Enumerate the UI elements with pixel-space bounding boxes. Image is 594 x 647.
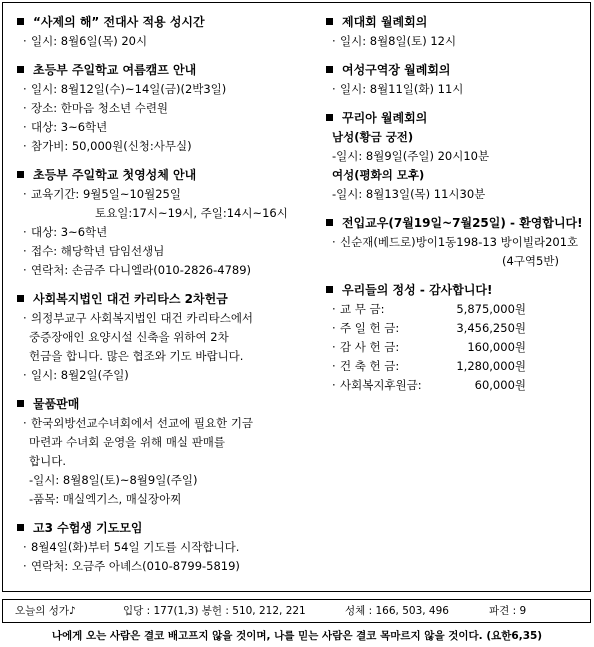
section-line xyxy=(17,557,313,576)
dismissal-hymn: 파견 : 9 xyxy=(489,605,527,617)
section-line xyxy=(17,118,313,137)
section-line-text: -일시: 8월9일(주일) 20시10분 xyxy=(332,149,490,163)
section-line-text: 남성(황금 궁전) xyxy=(332,130,414,144)
square-bullet-icon xyxy=(326,66,333,73)
dot-bullet-icon: · xyxy=(23,82,27,96)
announcement-section xyxy=(326,61,592,99)
dot-bullet-icon: · xyxy=(23,263,27,277)
section-line xyxy=(326,32,592,51)
offering-label: 교 무 금: xyxy=(340,302,385,316)
section-line xyxy=(17,137,313,156)
section-title-text: 물품판매 xyxy=(33,397,80,411)
section-line-text: 일시: 8월6일(목) 20시 xyxy=(31,34,148,48)
section-line-text: 의정부교구 사회복지법인 대건 카리타스에서 xyxy=(31,311,254,325)
announcement-section xyxy=(17,61,313,156)
section-line xyxy=(17,347,313,366)
offerings-section xyxy=(326,281,592,395)
announcement-section xyxy=(326,109,592,204)
dot-bullet-icon: · xyxy=(332,34,336,48)
section-line-text: 신순재(베드로)방이1동198-13 방이빌라201호 xyxy=(340,235,579,249)
section-line xyxy=(17,414,313,433)
section-line-text: -일시: 8월8일(토)~8월9일(주일) xyxy=(29,473,198,487)
offerings-title: 우리들의 정성 - 감사합니다! xyxy=(342,283,493,297)
section-line-text: 한국외방선교수녀회에서 선교에 필요한 기금 xyxy=(31,416,254,430)
section-line xyxy=(326,147,592,166)
entrance-offertory-hymns: 입당 : 177(1,3) 봉헌 : 510, 212, 221 xyxy=(123,605,306,617)
section-title xyxy=(326,109,592,128)
right-column xyxy=(326,13,592,405)
announcement-section xyxy=(17,395,313,509)
section-title xyxy=(17,166,313,185)
dot-bullet-icon: · xyxy=(23,120,27,134)
offering-row xyxy=(326,319,592,338)
section-line-text: 합니다. xyxy=(29,454,66,468)
section-line-text: 헌금을 합니다. 많은 협조와 기도 바랍니다. xyxy=(29,349,244,363)
section-line xyxy=(17,204,313,223)
hymn-label: 오늘의 성가♪ xyxy=(15,605,76,617)
announcement-section xyxy=(326,13,592,51)
section-title-text: 초등부 주일학교 여름캠프 안내 xyxy=(33,63,197,77)
square-bullet-icon xyxy=(17,400,24,407)
announcement-section xyxy=(17,13,313,51)
section-line xyxy=(326,233,592,252)
section-line-text: 여성(평화의 모후) xyxy=(332,168,425,182)
section-line xyxy=(326,128,592,147)
section-line xyxy=(17,538,313,557)
offering-row xyxy=(326,376,592,395)
section-line xyxy=(17,99,313,118)
section-line xyxy=(17,452,313,471)
dot-bullet-icon: · xyxy=(23,244,27,258)
square-bullet-icon xyxy=(17,171,24,178)
section-line-text: 대상: 3~6학년 xyxy=(31,225,108,239)
offering-label: 감 사 헌 금: xyxy=(340,340,400,354)
offering-label: 건 축 헌 금: xyxy=(340,359,400,373)
section-title xyxy=(17,290,313,309)
section-title-text: 사회복지법인 대건 카리타스 2차헌금 xyxy=(33,292,228,306)
section-line xyxy=(17,366,313,385)
left-column xyxy=(17,13,313,586)
section-line xyxy=(17,185,313,204)
section-line xyxy=(17,261,313,280)
offering-label: 주 일 헌 금: xyxy=(340,321,400,335)
section-line-text: 일시: 8월11일(화) 11시 xyxy=(340,82,464,96)
hymn-numbers-bar xyxy=(2,599,591,623)
dot-bullet-icon: · xyxy=(23,101,27,115)
square-bullet-icon xyxy=(17,66,24,73)
square-bullet-icon xyxy=(326,18,333,25)
section-line xyxy=(326,166,592,185)
offering-amount: 3,456,250원 xyxy=(456,321,526,335)
section-line-text: 일시: 8월2일(주일) xyxy=(31,368,129,382)
announcement-section xyxy=(326,214,592,271)
offering-row xyxy=(326,357,592,376)
offering-row xyxy=(326,300,592,319)
section-line-text: (4구역5반) xyxy=(502,254,559,268)
square-bullet-icon xyxy=(17,295,24,302)
section-title-text: 꾸리아 월례회의 xyxy=(342,111,428,125)
bulletin-announcements-box xyxy=(2,2,591,592)
dot-bullet-icon: · xyxy=(332,340,336,354)
dot-bullet-icon: · xyxy=(23,225,27,239)
dot-bullet-icon: · xyxy=(332,359,336,373)
section-line xyxy=(17,490,313,509)
section-title xyxy=(326,61,592,80)
section-line-text: -품목: 매실엑기스, 매실장아찌 xyxy=(29,492,182,506)
section-title-text: 제대회 월례회의 xyxy=(342,15,428,29)
section-title xyxy=(17,61,313,80)
dot-bullet-icon: · xyxy=(23,540,27,554)
section-line-text: 토요일:17시~19시, 주일:14시~16시 xyxy=(95,206,288,220)
section-line xyxy=(17,242,313,261)
section-line xyxy=(326,80,592,99)
section-line-text: 일시: 8월12일(수)~14일(금)(2박3일) xyxy=(31,82,227,96)
section-line xyxy=(17,32,313,51)
section-title-text: 초등부 주일학교 첫영성체 안내 xyxy=(33,168,197,182)
announcement-section xyxy=(17,166,313,280)
section-title-text: 전입교우(7월19일~7월25일) - 환영합니다! xyxy=(342,216,583,230)
section-line xyxy=(17,309,313,328)
section-line-text: 마련과 수녀회 운영을 위해 매실 판매를 xyxy=(29,435,226,449)
section-line-text: -일시: 8월13일(목) 11시30분 xyxy=(332,187,486,201)
dot-bullet-icon: · xyxy=(23,187,27,201)
offering-amount: 160,000원 xyxy=(467,340,526,354)
section-line xyxy=(17,433,313,452)
section-line-text: 중증장애인 요양시설 신축을 위하여 2차 xyxy=(29,330,229,344)
section-line xyxy=(17,471,313,490)
offering-rows xyxy=(326,300,592,395)
section-line-text: 연락처: 손금주 다니엘라(010-2826-4789) xyxy=(31,263,252,277)
dot-bullet-icon: · xyxy=(23,559,27,573)
offering-amount: 1,280,000원 xyxy=(456,359,526,373)
section-line xyxy=(326,252,592,271)
section-line-text: 접수: 해당학년 담임선생님 xyxy=(31,244,165,258)
section-line-text: 대상: 3~6학년 xyxy=(31,120,108,134)
section-title xyxy=(326,13,592,32)
dot-bullet-icon: · xyxy=(23,34,27,48)
section-line-text: 교육기간: 9월5일~10월25일 xyxy=(31,187,181,201)
dot-bullet-icon: · xyxy=(332,302,336,316)
section-title-text: 여성구역장 월례회의 xyxy=(342,63,451,77)
section-title-text: “사제의 해” 전대사 적용 성시간 xyxy=(33,15,205,29)
dot-bullet-icon: · xyxy=(332,321,336,335)
section-line-text: 연락처: 오금주 아녜스(010-8799-5819) xyxy=(31,559,240,573)
section-line xyxy=(326,185,592,204)
offering-row xyxy=(326,338,592,357)
section-title-text: 고3 수험생 기도모임 xyxy=(33,521,143,535)
square-bullet-icon xyxy=(17,524,24,531)
section-line xyxy=(17,80,313,99)
section-line-text: 8월4일(화)부터 54일 기도를 시작합니다. xyxy=(31,540,240,554)
dot-bullet-icon: · xyxy=(23,311,27,325)
communion-hymns: 성체 : 166, 503, 496 xyxy=(345,605,449,617)
square-bullet-icon xyxy=(326,114,333,121)
offering-label: 사회복지후원금: xyxy=(340,378,422,392)
dot-bullet-icon: · xyxy=(332,235,336,249)
dot-bullet-icon: · xyxy=(23,139,27,153)
announcement-section xyxy=(17,519,313,576)
section-line xyxy=(17,328,313,347)
section-line-text: 참가비: 50,000원(신청:사무실) xyxy=(31,139,192,153)
dot-bullet-icon: · xyxy=(332,378,336,392)
section-line-text: 일시: 8월8일(토) 12시 xyxy=(340,34,457,48)
section-title xyxy=(326,214,592,233)
offering-amount: 60,000원 xyxy=(474,378,526,392)
square-bullet-icon xyxy=(326,219,333,226)
right-sections xyxy=(326,13,592,271)
offering-amount: 5,875,000원 xyxy=(456,302,526,316)
section-title xyxy=(17,13,313,32)
dot-bullet-icon: · xyxy=(332,82,336,96)
scripture-quote: 나에게 오는 사람은 결코 배고프지 않을 것이며, 나를 믿는 사람은 결코 목마르지 않을 것이다. (요한6,35) xyxy=(51,630,543,642)
announcement-section xyxy=(17,290,313,385)
square-bullet-icon xyxy=(326,286,333,293)
square-bullet-icon xyxy=(17,18,24,25)
section-title xyxy=(17,395,313,414)
dot-bullet-icon: · xyxy=(23,368,27,382)
section-line-text: 장소: 한마음 청소년 수련원 xyxy=(31,101,169,115)
section-title xyxy=(326,281,592,300)
section-title xyxy=(17,519,313,538)
section-line xyxy=(17,223,313,242)
dot-bullet-icon: · xyxy=(23,416,27,430)
